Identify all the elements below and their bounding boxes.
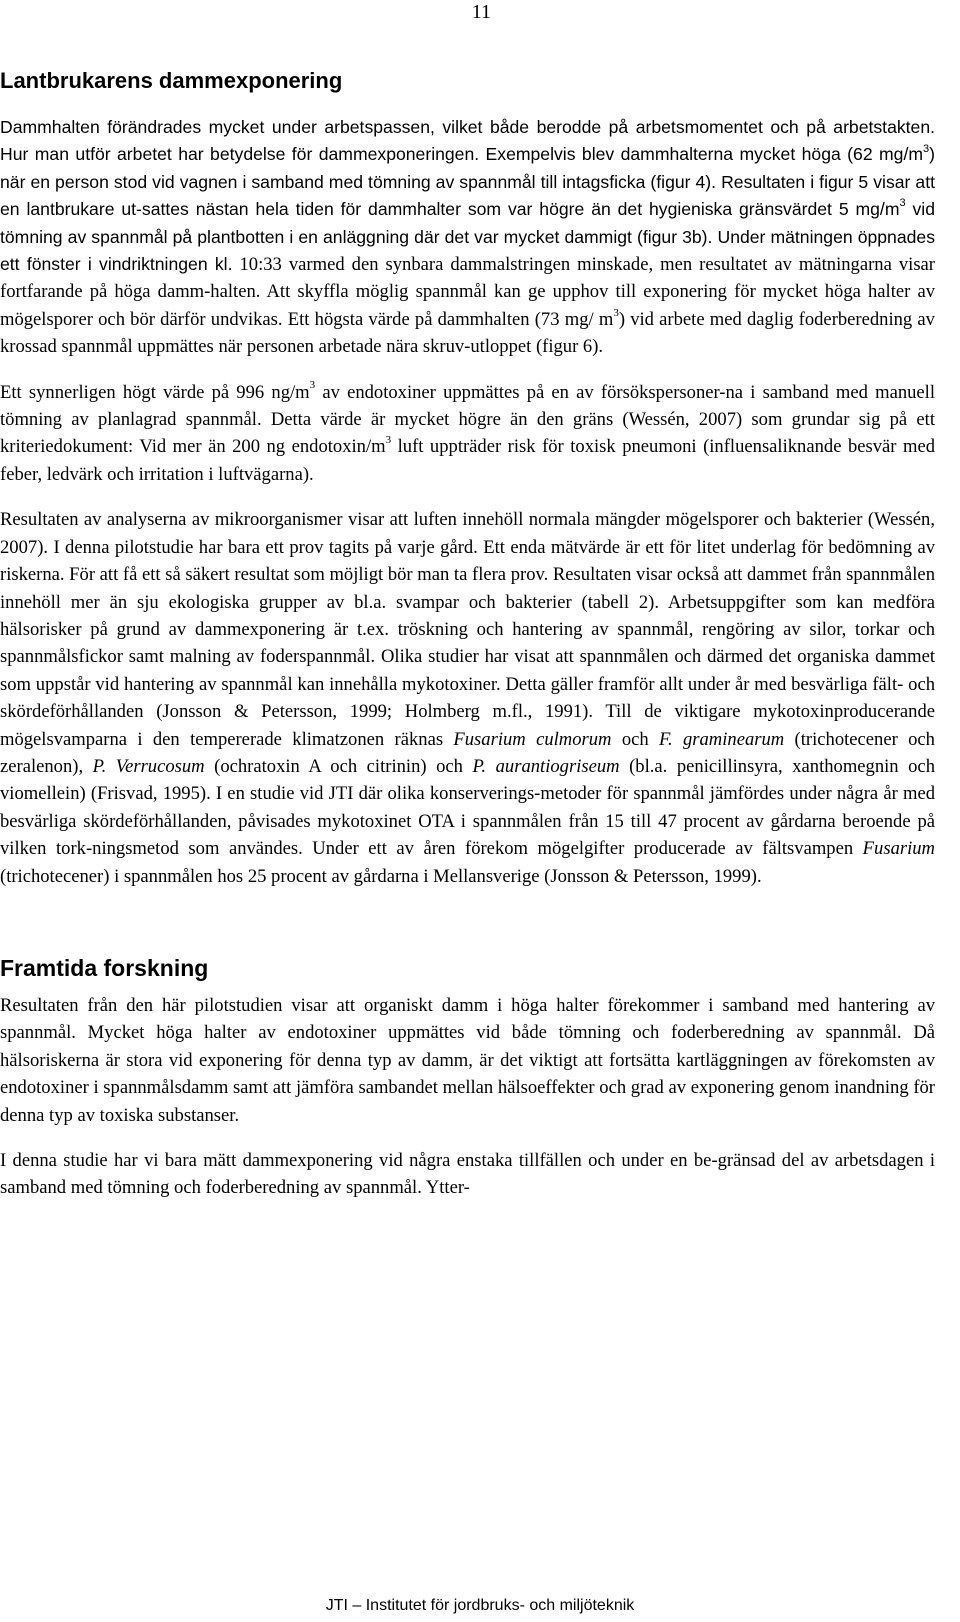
- section-heading-dammexponering: Lantbrukarens dammexponering: [0, 68, 343, 93]
- paragraph-future-research-1: Resultaten från den här pilotstudien visar att organiskt damm i höga halter förekommer i samband med hantering av spannmål. Mycket höga halter av endotoxiner uppmättes vid både tömning och foderberedning av spannmål. Då hälsoriskerna är stora vid exponering för denna typ av damm, är det viktigt att fortsätta kartläggningen av förekomsten av endotoxiner i spannmålsdamm samt att jämföra sambandet mellan hälsoeffekter och grad av exponering genom inandning för denna typ av toxiska substanser.: [0, 994, 935, 1126]
- section-heading-framtida-forskning: Framtida forskning: [0, 954, 209, 981]
- paragraph-future-research-2: I denna studie har vi bara mätt dammexponering vid några enstaka tillfällen och under en be-gränsad del av arbetsdagen i samband med tömning och foderberedning av spannmål. Ytter-: [0, 1150, 935, 1199]
- paragraph-endotoxin: Ett synnerligen högt värde på 996 $ng/m^3$ av endotoxiner uppmättes på en av försökspersoner-na i samband med manuell tömning av planlagrad spannmål. Detta värde är mycket högre än den gräns (Wessén, 2007) som grundar sig på ett kriteriedokument: Vid mer än 200 ng endotoxin/$m^3$ luft uppträder risk för toxisk pneumoni (influensaliknande besvär med feber, ledvärk och irritation i luftvägarna).: [0, 379, 935, 485]
- page-number: 11: [471, 1, 491, 23]
- page-content: [0, 62, 935, 1220]
- paragraph-microorganisms: Resultaten av analyserna av mikroorganismer visar att luften innehöll normala mängder mögelsporer och bakterier (Wessén, 2007). I denna pilotstudie har bara ett prov tagits på varje gård. Ett enda mätvärde är ett för litet underlag för bedömning av riskerna. För att få ett så säkert resultat som möjligt bör man ta flera prov. Resultaten visar också att dammet från spannmålen innehöll mer än sju ekologiska grupper av bl.a. svampar och bakterier (tabell 2). Arbetsuppgifter som kan medföra hälsorisker på grund av dammexponering är t.ex. tröskning och hantering av spannmål, rengöring av silor, torkar och spannmålsfickor samt malning av foderspannmål. Olika studier har visat att spannmålen och därmed det organiska dammet som uppstår vid hantering av spannmål kan innehålla mykotoxiner. Detta gäller framför allt under år med besvärliga fält- och skördeförhållanden (Jonsson & Petersson, 1999; Holmberg m.fl., 1991). Till de viktigare mykotoxinproducerande mögelsvamparna i den tempererade klimatzonen räknas Fusarium culmorum och F. graminearum (trichotecener och zeralenon), P. Verrucosum (ochratoxin A och citrinin) och P. aurantiogriseum (bl.a. penicillinsyra, xanthomegnin och viomellein) (Frisvad, 1995). I en studie vid JTI där olika konserverings-metoder för spannmål jämfördes under några år med besvärliga skördeförhållanden, påvisades mykotoxinet OTA i spannmålen från 15 till 47 procent av gårdarna beroende på vilken tork-ningsmetod som användes. Under ett av åren förekom mögelgifter producerade av fältsvampen Fusarium (trichotecener) i spannmålen hos 25 procent av gårdarna i Mellansverige (Jonsson & Petersson, 1999).: [0, 509, 935, 887]
- page-footer: JTI – Institutet för jordbruks- och miljöteknik: [325, 1597, 635, 1614]
- paragraph-dust-levels: Dammhalten förändrades mycket under arbetspassen, vilket både berodde på arbetsmomentet och på arbetstakten. Hur man utför arbetet har betydelse för dammexponeringen. Exempelvis blev dammhalterna mycket höga (62 $mg/m^3$) när en person stod vid vagnen i samband med tömning av spannmål till intagsficka (figur 4). Resultaten i figur 5 visar att en lantbrukare ut-sattes nästan hela tiden för dammhalter som var högre än det hygieniska gränsvärdet 5 $mg/m^3$ vid tömning av spannmål på plantbotten i en anläggning där det var mycket dammigt (figur 3b). Under mätningen öppnades ett fönster i vindriktningen kl. 10:33 varmed den synbara dammalstringen minskade, men resultatet av mätningarna visar fortfarande på höga damm-halten. Att skyffla möglig spannmål kan ge upphov till exponering för mycket höga halter av mögelsporer och bör därför undvikas. Ett högsta värde på dammhalten (73 mg/ $m^3$) vid arbete med daglig foderberedning av krossad spannmål uppmättes när personen arbetade nära skruv-utloppet (figur 6).: [0, 117, 935, 358]
